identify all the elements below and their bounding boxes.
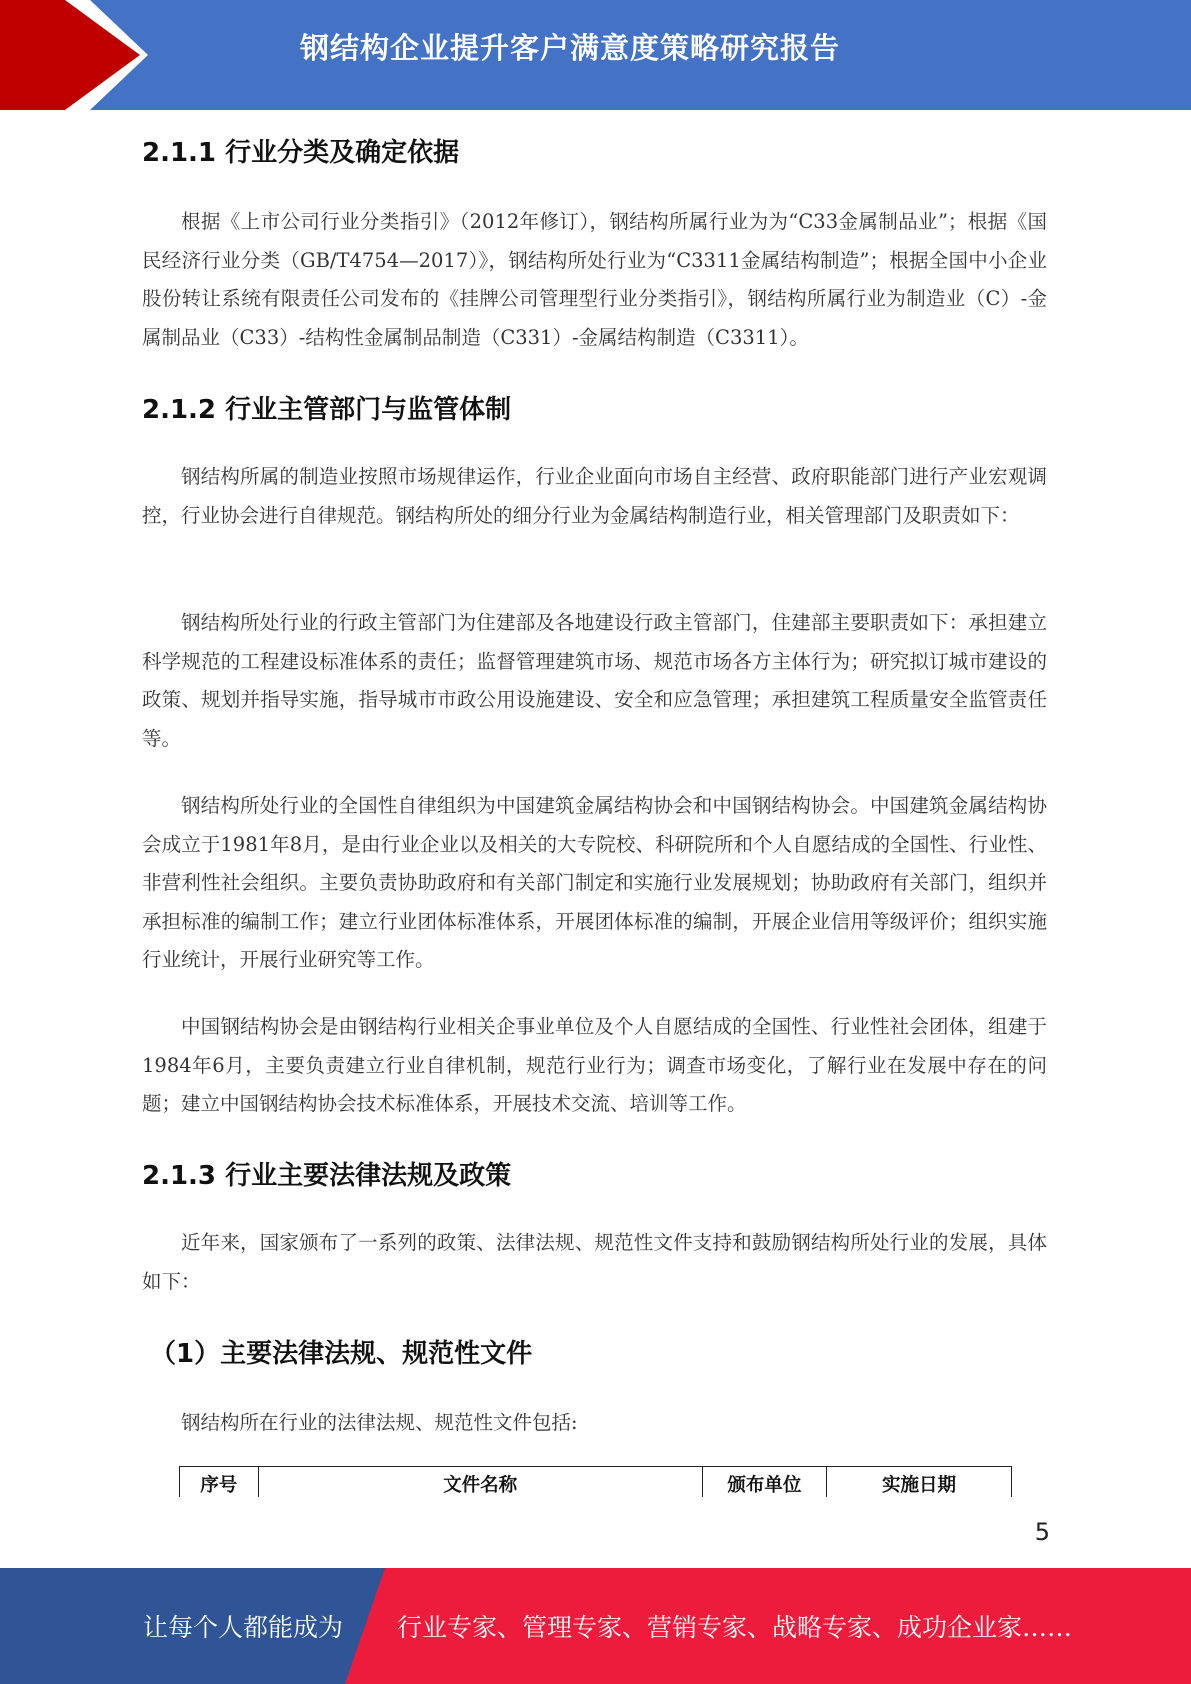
table-header-cell: 实施日期 xyxy=(827,1467,1012,1498)
paragraph-2-1-2-1: 钢结构所属的制造业按照市场规律运作，行业企业面向市场自主经营、政府职能部门进行产业宏观调控，行业协会进行自律规范。钢结构所处的细分行业为金属结构制造行业，相关管理部门及职责如下： xyxy=(142,465,1047,527)
section-heading-2-1-2: 2.1.2 行业主管部门与监管体制 xyxy=(142,395,512,425)
page-number: 5 xyxy=(1034,1518,1050,1546)
section-heading-2-1-1: 2.1.1 行业分类及确定依据 xyxy=(142,138,460,168)
paragraph-2-1-3-1: 近年来，国家颁布了一系列的政策、法律法规、规范性文件支持和鼓励钢结构所处行业的发展，具体如下： xyxy=(142,1231,1047,1293)
table-header-cell: 文件名称 xyxy=(258,1467,702,1498)
table-header-row xyxy=(180,1467,1012,1498)
laws-table xyxy=(179,1466,1012,1497)
footer-slogan-left: 让每个人都能成为 xyxy=(143,1613,344,1642)
paragraph-2-1-2-3: 钢结构所处行业的全国性自律组织为中国建筑金属结构协会和中国钢结构协会。中国建筑金属结构协会成立于1981年8月，是由行业企业以及相关的大专院校、科研院所和个人自愿结成的全国性、行业性、非营利性社会组织。主要负责协助政府和有关部门制定和实施行业发展规划；协助政府有关部门，组织并承担标准的编制工作；建立行业团体标准体系，开展团体标准的编制，开展企业信用等级评价；组织实施行业统计，开展行业研究等工作。 xyxy=(142,794,1047,971)
report-title: 钢结构企业提升客户满意度策略研究报告 xyxy=(300,31,841,65)
page-header xyxy=(0,0,1191,110)
table-header-cell: 序号 xyxy=(180,1467,259,1498)
table-header-cell: 颁布单位 xyxy=(702,1467,826,1498)
page-footer xyxy=(0,1568,1191,1684)
section-heading-2-1-3: 2.1.3 行业主要法律法规及政策 xyxy=(142,1161,512,1191)
paragraph-2-1-3-2: 钢结构所在行业的法律法规、规范性文件包括: xyxy=(181,1411,578,1434)
paragraph-2-1-2-4: 中国钢结构协会是由钢结构行业相关企事业单位及个人自愿结成的全国性、行业性社会团体，组建于1984年6月，主要负责建立行业自律机制，规范行业行为；调查市场变化，了解行业在发展中存在的问题；建立中国钢结构协会技术标准体系，开展技术交流、培训等工作。 xyxy=(142,1015,1047,1115)
footer-slogan-right: 行业专家、管理专家、营销专家、战略专家、成功企业家…… xyxy=(397,1613,1073,1642)
paragraph-2-1-2-2: 钢结构所处行业的行政主管部门为住建部及各地建设行政主管部门，住建部主要职责如下：承担建立科学规范的工程建设标准体系的责任；监督管理建筑市场、规范市场各方主体行为；研究拟订城市建设的政策、规划并指导实施，指导城市市政公用设施建设、安全和应急管理；承担建筑工程质量安全监管责任等。 xyxy=(142,611,1047,750)
sub-heading-laws: （1）主要法律法规、规范性文件 xyxy=(150,1339,533,1369)
paragraph-2-1-1-1: 根据《上市公司行业分类指引》（2012年修订），钢结构所属行业为为“C33金属制品业”；根据《国民经济行业分类（GB/T4754—2017）》，钢结构所处行业为“C3311金属结构制造”；根据全国中小企业股份转让系统有限责任公司发布的《挂牌公司管理型行业分类指引》，钢结构所属行业为制造业（C）-金属制品业（C33）-结构性金属制品制造（C331）-金属结构制造（C3311）。 xyxy=(142,210,1047,349)
